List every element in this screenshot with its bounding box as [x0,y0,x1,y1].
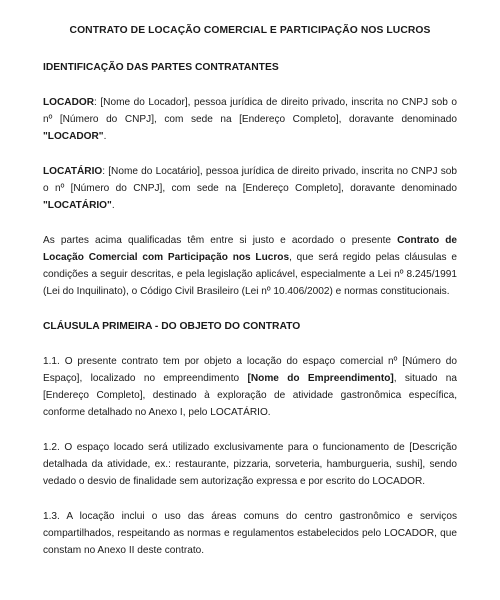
clause1-3-paragraph: 1.3. A locação inclui o uso das áreas comuns do centro gastronômico e serviços compartilhados, respeitando as normas e regulamentos estabelecidos pelo LOCADOR, que constam no Anexo II deste contrato. [43,511,457,556]
locatario-end: . [111,200,115,211]
locatario-designation: "LOCATÁRIO" [43,200,112,211]
locador-end: . [103,131,107,142]
clause1-1-post: , situado na [Endereço Completo], destinado à exploração de atividade gastronômica específica, conforme detalhado no Anexo I, pelo LOCATÁRIO. [43,373,457,418]
clause1-1-pre: 1.1. O presente contrato tem por objeto a locação do espaço comercial nº [Número do Espaço], localizado no empreendimento [43,356,457,384]
locador-text: : [Nome do Locador], pessoa jurídica de direito privado, inscrita no CNPJ sob o nº [Número do CNPJ], com sede na [Endereço Completo], doravante denominado [43,97,457,125]
locatario-label: LOCATÁRIO [43,166,103,177]
parties-heading: IDENTIFICAÇÃO DAS PARTES CONTRATANTES [43,62,279,73]
clause1-1-venue: [Nome do Empreendimento] [247,373,394,384]
agreement-contract-name: Contrato de Locação Comercial com Participação nos Lucros [43,235,457,263]
locador-paragraph [43,94,457,145]
document-title: CONTRATO DE LOCAÇÃO COMERCIAL E PARTICIPAÇÃO NOS LUCROS [69,25,431,36]
agreement-paragraph [43,232,457,300]
clause1-2-paragraph: 1.2. O espaço locado será utilizado exclusivamente para o funcionamento de [Descrição detalhada da atividade, ex.: restaurante, pizzaria, sorveteria, hamburgueria, sushi], sendo vedado o desvio de finalidade sem autorização expressa e por escrito do LOCADOR. [43,442,457,487]
agreement-post: , que será regido pelas cláusulas e condições a seguir descritas, e pela legislação aplicável, especialmente a Lei nº 8.245/1991 (Lei do Inquilinato), o Código Civil Brasileiro (Lei nº 10.406/2002) e normas constitucionais. [43,252,457,297]
locatario-paragraph [43,163,457,214]
clause1-1-paragraph [43,353,457,421]
locatario-text: : [Nome do Locatário], pessoa jurídica de direito privado, inscrita no CNPJ sob o nº [Número do CNPJ], com sede na [Endereço Completo], doravante denominado [43,166,457,194]
agreement-pre: As partes acima qualificadas têm entre si justo e acordado o presente [43,235,398,246]
clause1-heading: CLÁUSULA PRIMEIRA - DO OBJETO DO CONTRATO [43,321,301,332]
locador-designation: "LOCADOR" [43,131,104,142]
locador-label: LOCADOR [43,97,95,108]
